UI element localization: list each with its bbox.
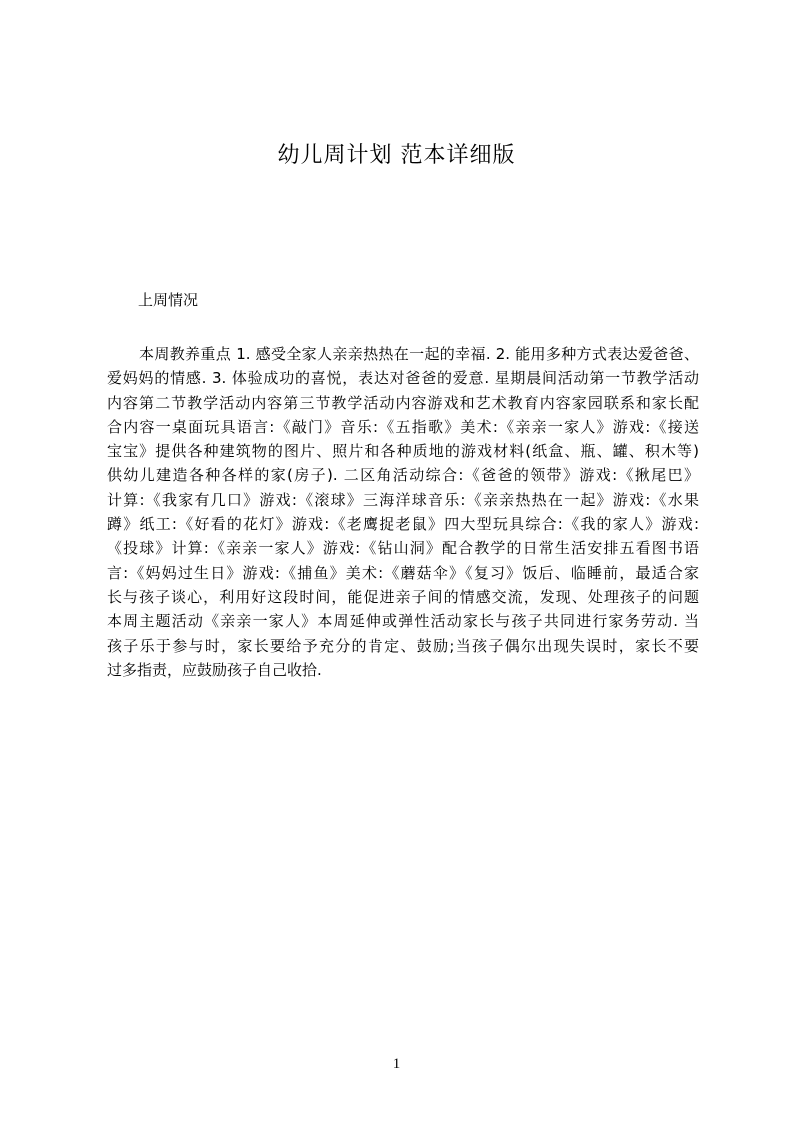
body-paragraph (107, 342, 699, 682)
body-line: 计算:《我家有几口》游戏:《滚球》三海洋球音乐:《亲亲热热在一起》游戏:《水果 (107, 490, 699, 509)
section-heading: 上周情况 (138, 291, 199, 309)
body-line: 本周教养重点 1. 感受全家人亲亲热热在一起的幸福. 2. 能用多种方式表达爱爸爸、 (139, 345, 699, 363)
body-line: 供幼儿建造各种各样的家(房子). 二区角活动综合:《爸爸的领带》游戏:《揪尾巴》 (107, 466, 699, 485)
page-number: 1 (392, 1056, 401, 1072)
body-line: 蹲》纸工:《好看的花灯》游戏:《老鹰捉老鼠》四大型玩具综合:《我的家人》游戏: (107, 515, 699, 534)
body-line: 《投球》计算:《亲亲一家人》游戏:《钻山洞》配合教学的日常生活安排五看图书语 (107, 539, 699, 558)
body-line: 内容第二节教学活动内容第三节教学活动内容游戏和艺术教育内容家园联系和家长配 (107, 393, 699, 412)
body-line: 言:《妈妈过生日》游戏:《捕鱼》美术:《蘑菇伞》《复习》饭后、临睡前，最适合家 (107, 563, 699, 582)
body-line: 长与孩子谈心，利用好这段时间，能促进亲子间的情感交流，发现、处理孩子的问题 (107, 587, 699, 606)
page-title: 幼儿周计划 范本详细版 (277, 143, 516, 168)
body-line: 本周主题活动《亲亲一家人》本周延伸或弹性活动家长与孩子共同进行家务劳动. 当 (107, 612, 699, 631)
body-line: 孩子乐于参与时，家长要给予充分的肯定、鼓励;当孩子偶尔出现失误时，家长不要 (107, 636, 699, 655)
body-line: 爱妈妈的情感. 3. 体验成功的喜悦，表达对爸爸的爱意. 星期晨间活动第一节教学活动 (107, 369, 699, 388)
body-line: 合内容一桌面玩具语言:《敲门》音乐:《五指歌》美术:《亲亲一家人》游戏:《接送 (107, 417, 699, 436)
body-line: 过多指责，应鼓励孩子自己收拾. (107, 660, 322, 679)
body-line: 宝宝》提供各种建筑物的图片、照片和各种质地的游戏材料(纸盒、瓶、罐、积木等) (107, 442, 699, 461)
